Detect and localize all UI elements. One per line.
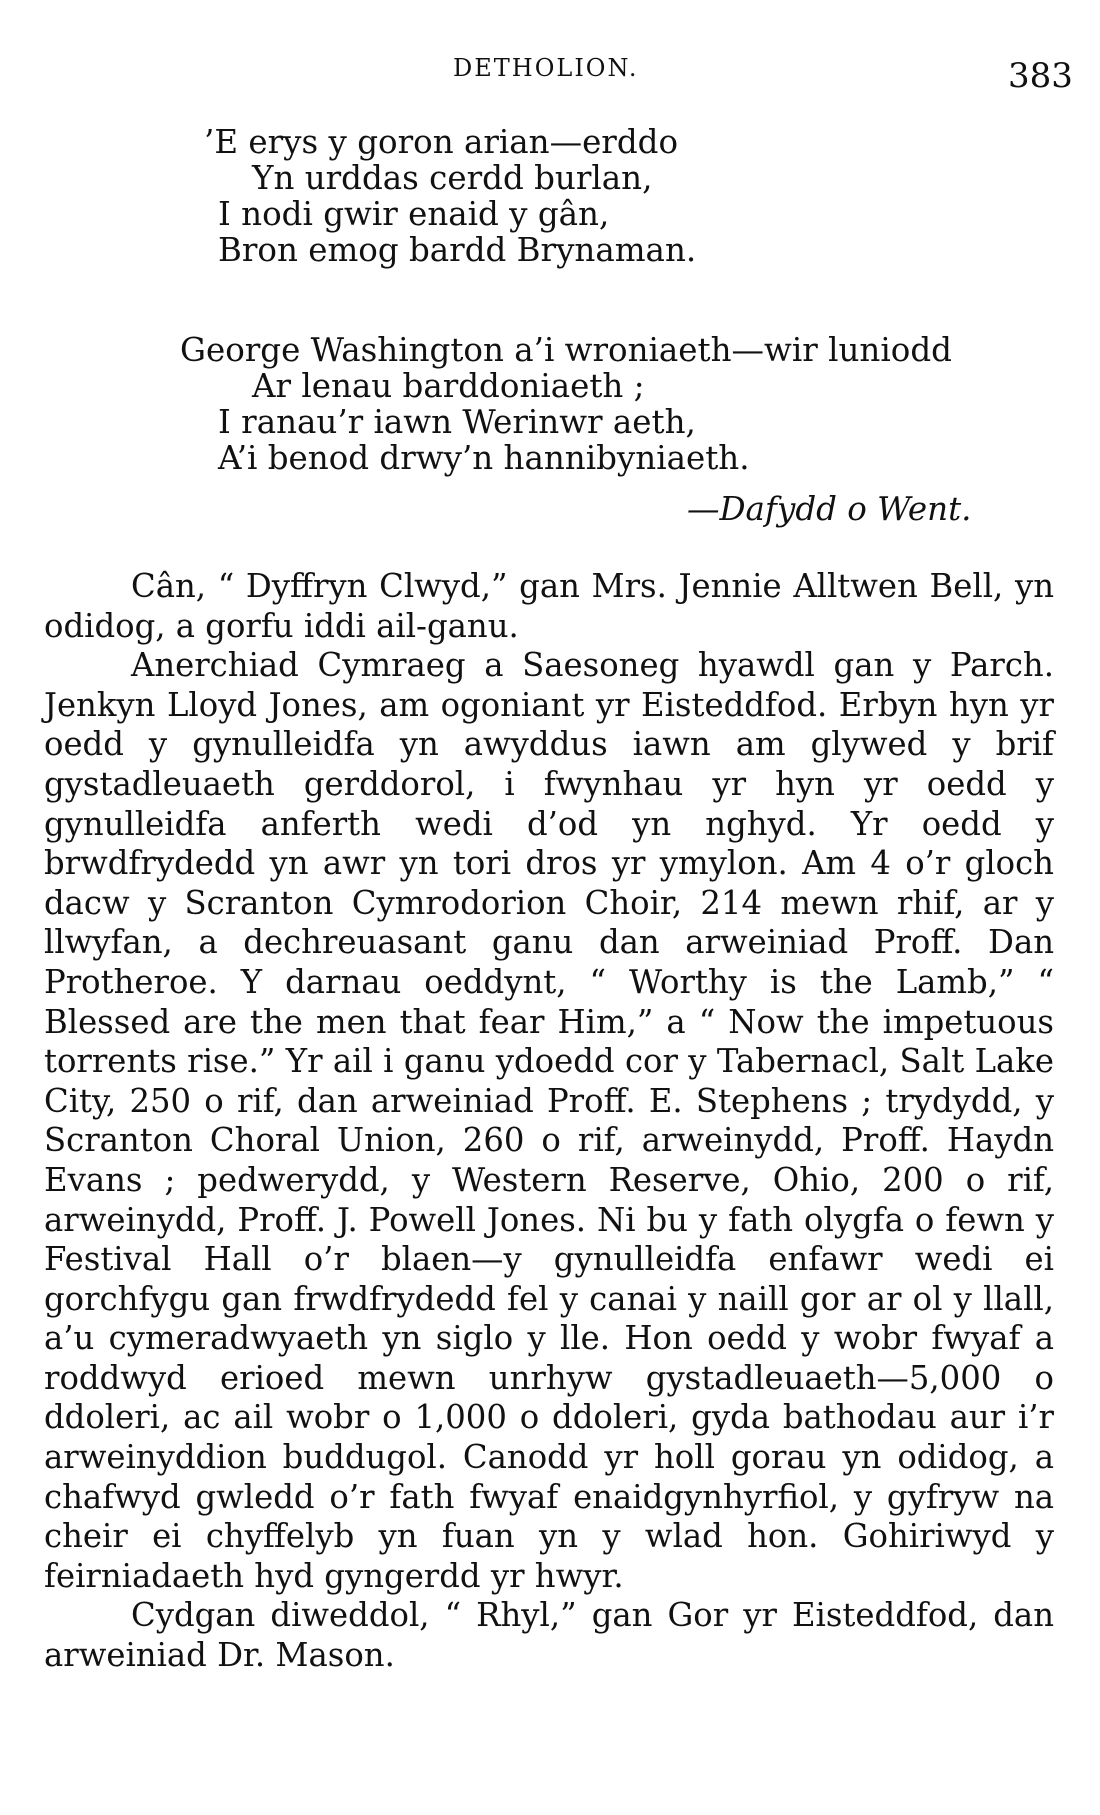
paragraph: Cydgan diweddol, “ Rhyl,” gan Gor yr Eisteddfod, dan arweiniad Dr. Mason.: [44, 1596, 1054, 1675]
verse-line: I ranau’r iawn Werinwr aeth,: [218, 403, 696, 441]
verse-line: ’E erys y goron arian—erddo: [204, 123, 679, 161]
verse-line: Ar lenau barddoniaeth ;: [252, 367, 645, 405]
paragraph: Cân, “ Dyffryn Clwyd,” gan Mrs. Jennie Alltwen Bell, yn odidog, a gorfu iddi ail-ganu.: [44, 567, 1054, 645]
verse-line: George Washington a’i wroniaeth—wir luniodd: [180, 331, 952, 369]
verse-line: I nodi gwir enaid y gân,: [218, 195, 610, 233]
verse-line: Yn urddas cerdd burlan,: [252, 159, 653, 197]
page-header: [0, 48, 1100, 98]
running-head: DETHOLION.: [453, 54, 639, 82]
poem-attribution: —Dafydd o Went.: [687, 490, 972, 528]
verse-line: A’i benod drwy’n hannibyniaeth.: [218, 439, 750, 477]
paragraph: Anerchiad Cymraeg a Saesoneg hyawdl gan y Parch. Jenkyn Lloyd Jones, am ogoniant yr Eisteddfod. Erbyn hyn yr oedd y gynulleidfa yn awyddus iawn am glywed y brif gystadleuaeth gerddorol, i fwynhau yr hyn yr oedd y gynulleidfa anferth wedi d’od yn nghyd. Yr oedd y brwdfrydedd yn awr yn tori dros yr ymylon. Am 4 o’r gloch dacw y Scranton Cymrodorion Choir, 214 mewn rhif, ar y llwyfan, a dechreuasant ganu dan arweiniad Proff. Dan Protheroe. Y darnau oeddynt, “ Worthy is the Lamb,” “ Blessed are the men that fear Him,” a “ Now the impetuous torrents rise.” Yr ail i ganu ydoedd cor y Tabernacl, Salt Lake City, 250 o rif, dan arweiniad Proff. E. Stephens ; trydydd, y Scranton Choral Union, 260 o rif, arweinydd, Proff. Haydn Evans ; pedwerydd, y Western Reserve, Ohio, 200 o rif, arweinydd, Proff. J. Powell Jones. Ni bu y fath olygfa o fewn y Festival Hall o’r blaen—y gynulleidfa enfawr wedi ei gorchfygu gan frwdfrydedd fel y canai y naill gor ar ol y llall, a’u cymeradwyaeth yn siglo y lle. Hon oedd y wobr fwyaf a roddwyd erioed mewn unrhyw gystadleuaeth—5,000 o ddoleri, ac ail wobr o 1,000 o ddoleri, gyda bathodau aur i’r arweinyddion buddugol. Canodd yr holl gorau yn odidog, a chafwyd gwledd o’r fath fwyaf enaidgynhyrfiol, y gyfryw na cheir ei chyffelyb yn fuan yn y wlad hon. Gohiriwyd y feirniadaeth hyd gyngerdd yr hwyr.: [44, 646, 1054, 1595]
page-number: 383: [1008, 56, 1073, 96]
verse-line: Bron emog bardd Brynaman.: [218, 231, 697, 269]
prose-body: [44, 567, 1054, 1676]
